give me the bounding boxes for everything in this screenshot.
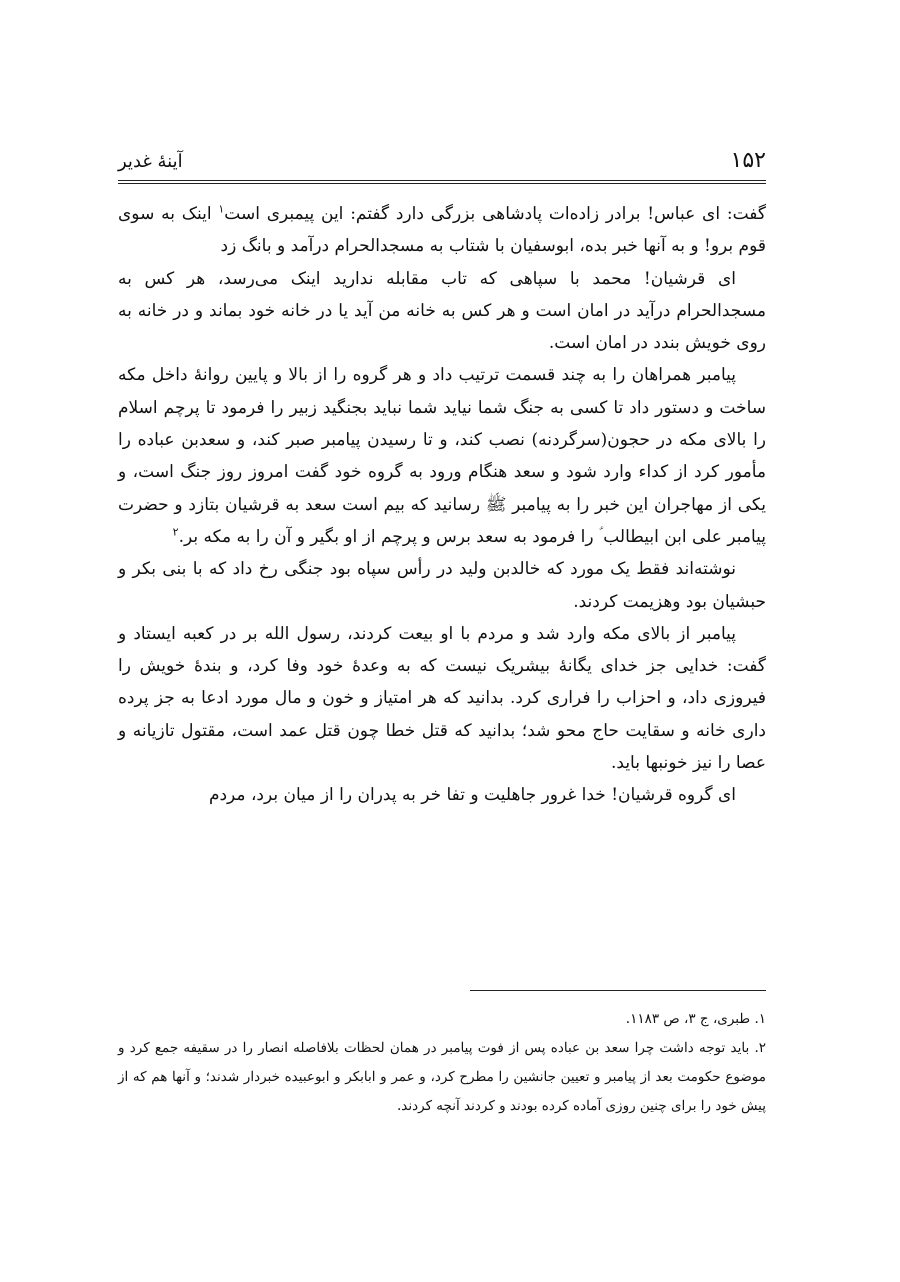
footnote-ref-1: ۱ xyxy=(218,202,225,216)
header-rule-double xyxy=(118,183,766,184)
footnote-1: ۱. طبری، ج ۳، ص ۱۱۸۳. xyxy=(625,1011,766,1027)
paragraph-3: پیامبر همراهان را به چند قسمت ترتیب داد و هر گروه را از بالا و پایین روانهٔ داخل مکه ساخت و دستور داد تا کسی به جنگ شما نیاید شما نباید بجنگید زبیر را فرمود تا پرچم اسلام را بالای مکه در حجون(سرگردنه) نصب کند، و تا رسیدن پیامبر صبر کند، و سعدبن عباده را مأمور کرد از کداء وارد شود و سعد هنگام ورود به گروه خود گفت امروز روز جنگ است، و یکی از مهاجران این خبر را به پیامبر ﷺ رسانید که بیم است سعد به قرشیان بتازد و حضرت پیامبر علی ابن ابیطالب ؑ را فرمود به سعد برس و پرچم از او بگیر و آن را به مکه بر.$^۲$ xyxy=(118,365,766,547)
page-header xyxy=(118,146,766,180)
paragraph-4: نوشته‌اند فقط یک مورد که خالدبن ولید در رأس سپاه بود جنگی رخ داد که با بنی بکر و حبشیان بود وهزیمت کردند. xyxy=(118,559,766,612)
footnote-ref-2: ۲ xyxy=(172,525,179,539)
running-title: آینهٔ غدیر xyxy=(118,151,183,172)
body-text xyxy=(118,198,766,812)
paragraph-1: گفت: ای عباس! برادر زاده‌ات پادشاهی بزرگی دارد گفتم: این پیمبری است$^۱$ اینک به سوی قوم برو! و به آنها خبر بده، ابوسفیان با شتاب به مسجدالحرام درآمد و بانگ زد xyxy=(118,202,766,257)
paragraph-5: پیامبر از بالای مکه وارد شد و مردم با او بیعت کردند، رسول الله بر در کعبه ایستاد و گفت: خدایی جز خدای یگانهٔ بیشریک نیست که به وعدهٔ خود وفا کرد، و بندهٔ خویش را فیروزی داد، و احزاب را فراری کرد. بدانید که هر امتیاز و خون و مال مورد ادعا به جز پرده داری خانه و سقایت حاج محو شد؛ بدانید که قتل خطا چون قتل عمد است، مقتول تازیانه و عصا را نیز خونبها باید. xyxy=(118,623,766,774)
paragraph-2: ای قرشیان! محمد با سپاهی که تاب مقابله ندارید اینک می‌رسد، هر کس به مسجدالحرام درآید در امان است و هر کس به خانه من آید یا در خانه خود بماند و در خانه به روی خویش بندد در امان است. xyxy=(118,268,766,354)
page-number: ۱۵۲ xyxy=(730,148,766,173)
paragraph-6: ای گروه قرشیان! خدا غرور جاهلیت و تفا خر به پدران را از میان برد، مردم xyxy=(208,785,736,806)
header-rule xyxy=(118,180,766,181)
footnotes xyxy=(118,1005,766,1121)
footnote-separator xyxy=(470,990,766,991)
footnote-2: ۲. باید توجه داشت چرا سعد بن عباده پس از فوت پیامبر در همان لحظات بلافاصله انصار را در سقیفه جمع کرد و موضوع حکومت بعد از پیامبر و تعیین جانشین را مطرح کرد، و عمر و ابابکر و ابوعبیده خبردار شدند؛ و آنها هم که از پیش خود را برای چنین روزی آماده کرده بودند و کردند آنچه کردند. xyxy=(118,1040,766,1114)
